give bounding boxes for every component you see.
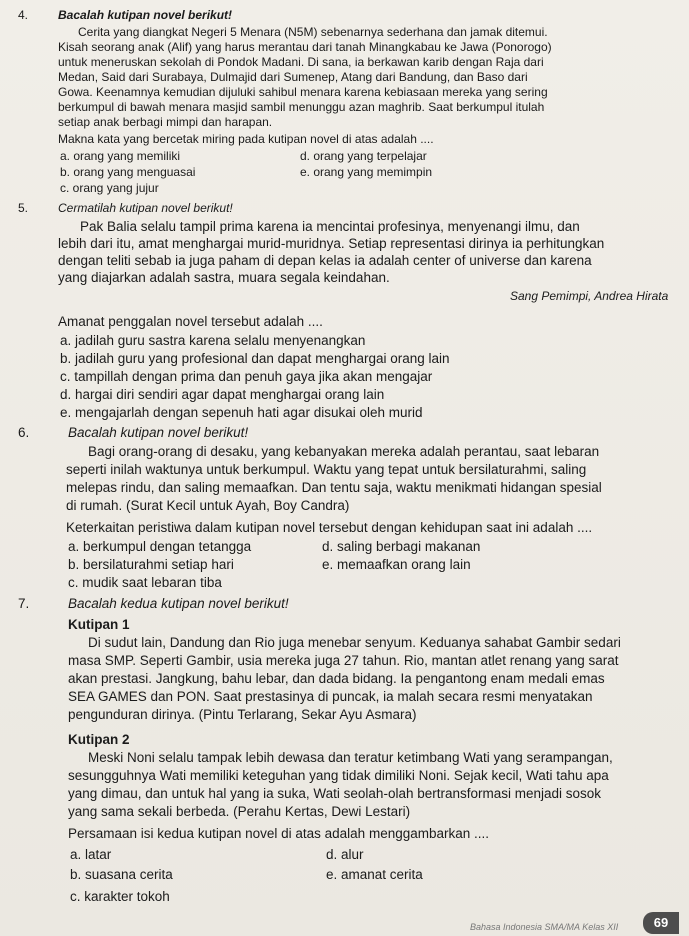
kutipan-1-line: masa SMP. Seperti Gambir, usia mereka juga 27 tahun. Rio, mantan atlet renang yang sarat (68, 653, 619, 668)
kutipan-2-title: Kutipan 2 (68, 732, 130, 747)
q7-option-b[interactable]: b. suasana cerita (70, 867, 173, 882)
q5-question: Amanat penggalan novel tersebut adalah .... (58, 314, 323, 329)
q4-passage-line: Gowa. Keenamnya kemudian dijuluki sahibul menara karena kebiasaan mereka yang sering (58, 85, 548, 99)
q5-option-e[interactable]: e. mengajarlah dengan sepenuh hati agar disukai oleh murid (60, 405, 423, 420)
q6-question: Keterkaitan peristiwa dalam kutipan novel tersebut dengan kehidupan saat ini adalah .... (66, 520, 593, 535)
footer-book-title: Bahasa Indonesia SMA/MA Kelas XII (470, 922, 619, 932)
q4-passage-line: berkumpul di bawah menara masjid sambil menunggu azan maghrib. Saat berkumpul itulah (58, 100, 545, 114)
kutipan-1-line: Di sudut lain, Dandung dan Rio juga menebar senyum. Keduanya sahabat Gambir sedari (88, 635, 621, 650)
kutipan-2-line: Meski Noni selalu tampak lebih dewasa dan teratur ketimbang Wati yang serampangan, (88, 750, 613, 765)
q4-option-c[interactable]: c. orang yang jujur (60, 181, 159, 195)
q7-option-c[interactable]: c. karakter tokoh (70, 889, 170, 904)
q7-option-e[interactable]: e. amanat cerita (326, 867, 423, 882)
q6-instruction: Bacalah kutipan novel berikut! (68, 425, 249, 440)
kutipan-1-title: Kutipan 1 (68, 617, 130, 632)
q5-option-a[interactable]: a. jadilah guru sastra karena selalu menyenangkan (60, 333, 366, 348)
q5-option-d[interactable]: d. hargai diri sendiri agar dapat menghargai orang lain (60, 387, 385, 402)
q5-passage-line: dengan teliti sebab ia juga paham di depan kelas ia adalah center of universe dan karena (58, 253, 592, 268)
q6-option-a[interactable]: a. berkumpul dengan tetangga (68, 539, 252, 554)
q5-passage-line: yang diajarkan adalah sastra, muara segala keindahan. (58, 270, 390, 285)
q4-option-a[interactable]: a. orang yang memiliki (60, 149, 181, 163)
q6-option-d[interactable]: d. saling berbagi makanan (322, 539, 481, 554)
q6-option-b[interactable]: b. bersilaturahmi setiap hari (68, 557, 234, 572)
kutipan-1-line: pengunduran dirinya. (Pintu Terlarang, Sekar Ayu Asmara) (68, 707, 417, 722)
q4-passage-line: Medan, Said dari Surabaya, Dulmajid dari Sumenep, Atang dari Bandung, dan Baso dari (58, 70, 528, 84)
q4-option-d[interactable]: d. orang yang terpelajar (300, 149, 427, 163)
q7-option-a[interactable]: a. latar (70, 847, 112, 862)
kutipan-1-line: SEA GAMES dan PON. Saat prestasinya di puncak, ia malah secara resmi menyatakan (68, 689, 593, 704)
q6-passage-line: di rumah. (Surat Kecil untuk Ayah, Boy Candra) (66, 498, 350, 513)
q4-option-b[interactable]: b. orang yang menguasai (60, 165, 196, 179)
q4-passage-line: Kisah seorang anak (Alif) yang harus merantau dari tanah Minangkabau ke Jawa (Ponorogo) (58, 40, 552, 54)
q4-question: Makna kata yang bercetak miring pada kutipan novel di atas adalah .... (58, 132, 434, 146)
q4-instruction: Bacalah kutipan novel berikut! (58, 8, 233, 22)
kutipan-1-line: akan prestasi. Jangkung, bahu lebar, dan dada bidang. Ia pengantong enam medali emas (68, 671, 605, 686)
q6-passage-line: seperti inilah waktunya untuk berkumpul. Waktu yang tepat untuk bersilaturahmi, saling (66, 462, 587, 477)
q4-passage-line: Cerita yang diangkat Negeri 5 Menara (N5M) sebenarnya sederhana dan jamak ditemui. (78, 25, 548, 39)
q7-option-d[interactable]: d. alur (326, 847, 364, 862)
kutipan-2-line: yang dimau, dan untuk hal yang ia suka, Wati seolah-olah bertransformasi menjadi sosok (68, 786, 602, 801)
q5-passage-line: Pak Balia selalu tampil prima karena ia mencintai profesinya, menyenangi ilmu, dan (80, 219, 580, 234)
q4-number: 4. (18, 8, 29, 22)
q6-passage-line: melepas rindu, dan saling memaafkan. Dan tentu saja, waktu menikmati hidangan spesial (66, 480, 602, 495)
q7-number: 7. (18, 596, 30, 611)
q5-passage-line: lebih dari itu, amat menghargai murid-muridnya. Setiap representasi dirinya ia perhitungkan (58, 236, 605, 251)
q6-number: 6. (18, 425, 30, 440)
q7-question: Persamaan isi kedua kutipan novel di atas adalah menggambarkan .... (68, 826, 490, 841)
q6-option-e[interactable]: e. memaafkan orang lain (322, 557, 471, 572)
q5-number: 5. (18, 201, 29, 215)
q7-instruction: Bacalah kedua kutipan novel berikut! (68, 596, 289, 611)
page-number: 69 (643, 912, 679, 934)
q5-instruction: Cermatilah kutipan novel berikut! (58, 201, 233, 215)
kutipan-2-line: yang sama sekali berbeda. (Perahu Kertas, Dewi Lestari) (68, 804, 411, 819)
q5-option-c[interactable]: c. tampillah dengan prima dan penuh gaya jika akan mengajar (60, 369, 433, 384)
q5-option-b[interactable]: b. jadilah guru yang profesional dan dapat menghargai orang lain (60, 351, 450, 366)
q4-option-e[interactable]: e. orang yang memimpin (300, 165, 433, 179)
q5-source: Sang Pemimpi, Andrea Hirata (510, 289, 669, 303)
q4-passage-line: setiap anak berbagi mimpi dan harapan. (58, 115, 273, 129)
q6-option-c[interactable]: c. mudik saat lebaran tiba (68, 575, 222, 590)
kutipan-2-line: sesungguhnya Wati memiliki keteguhan yang tidak dimiliki Noni. Sejak kecil, Wati tahu apa (68, 768, 609, 783)
q4-passage-line: untuk meneruskan sekolah di Pondok Madani. Di sana, ia berkawan karib dengan Raja dari (58, 55, 544, 69)
q6-passage-line: Bagi orang-orang di desaku, yang kebanyakan mereka adalah perantau, saat lebaran (88, 444, 600, 459)
